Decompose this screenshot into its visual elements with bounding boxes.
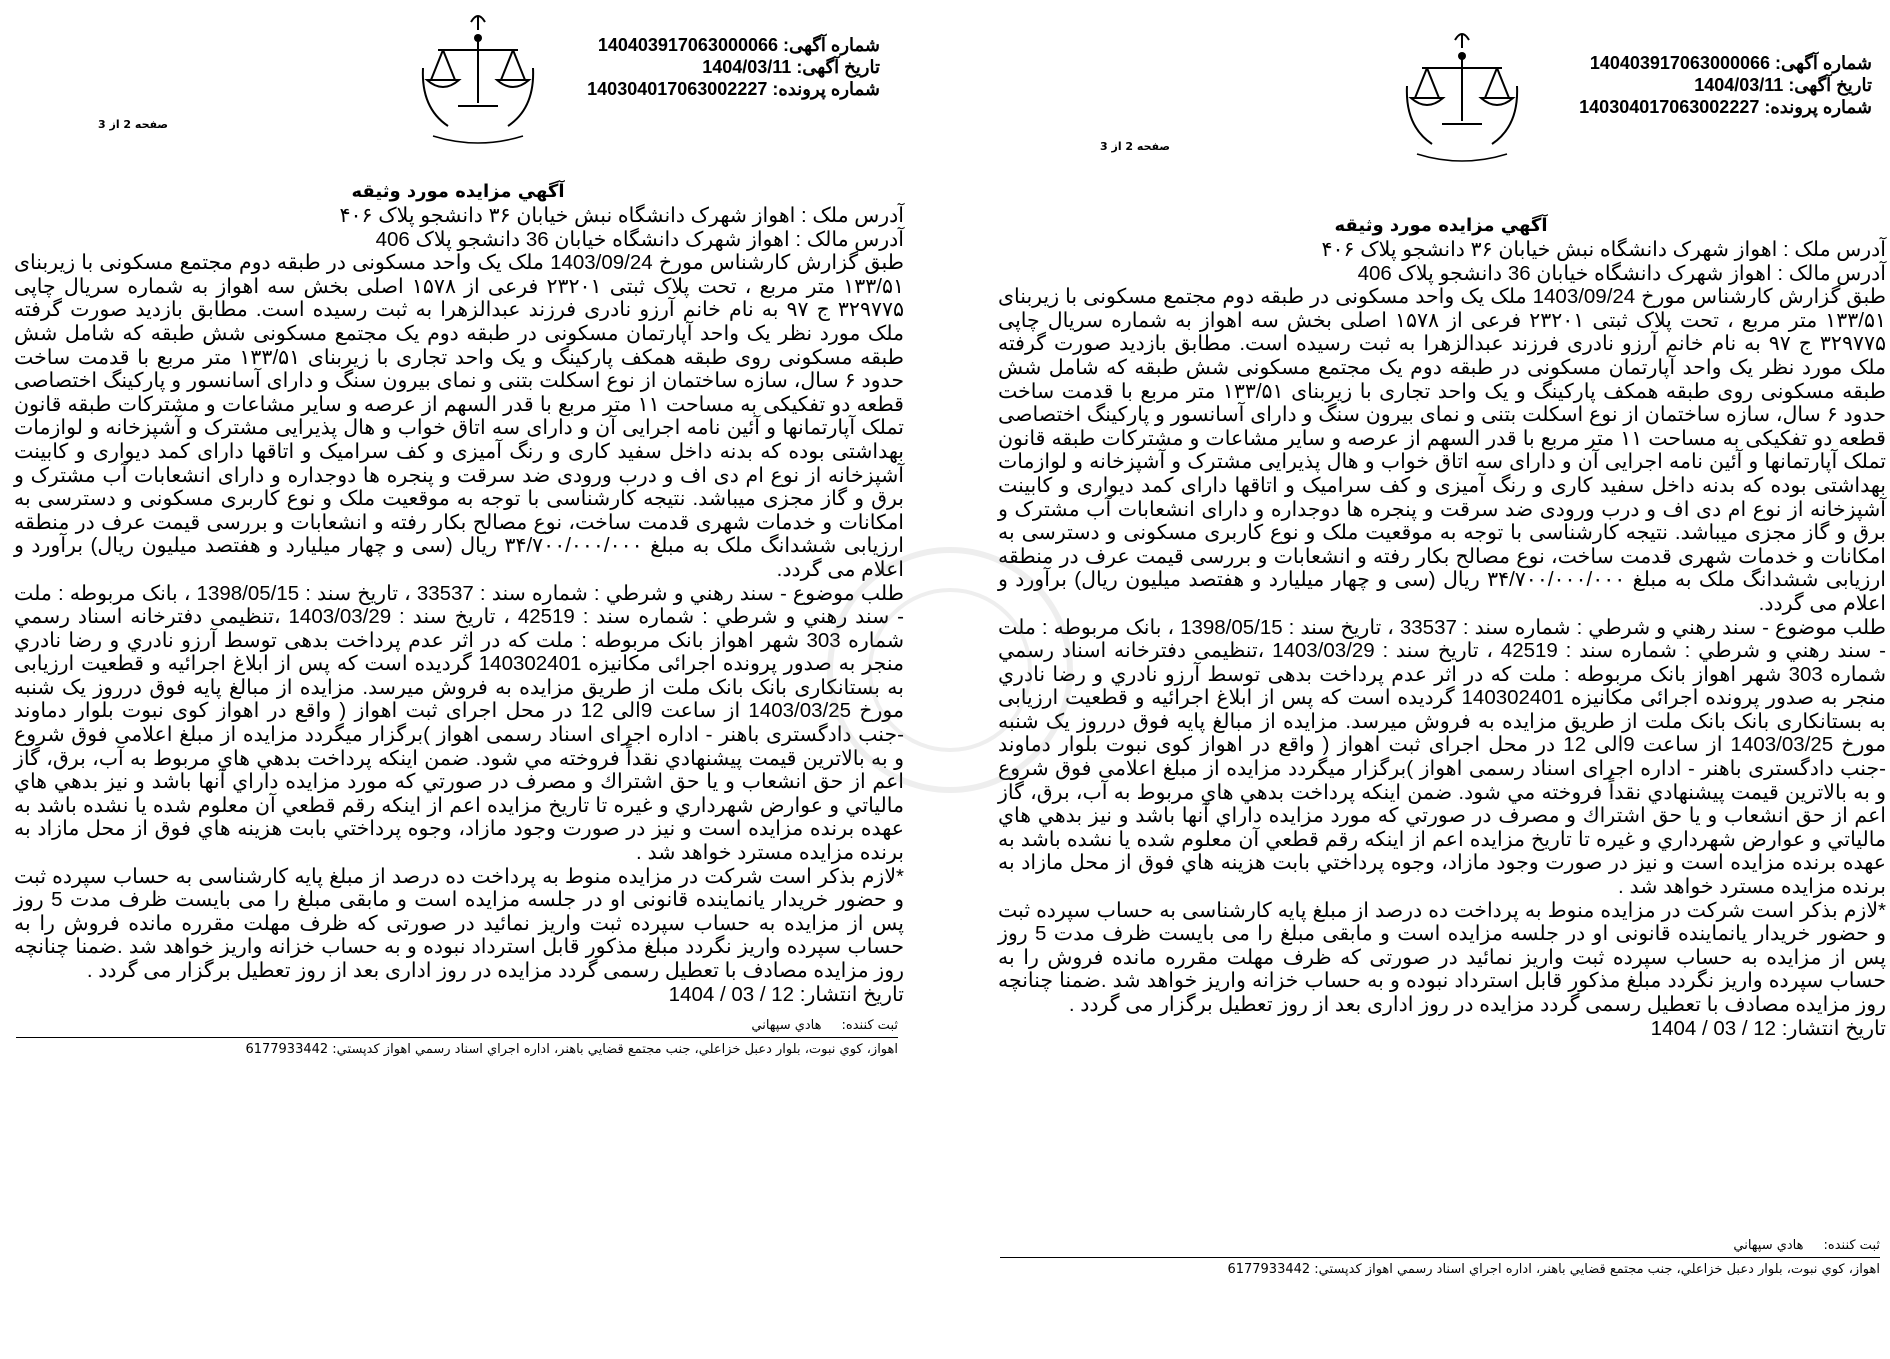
notice-number: 140403917063000066	[1589, 53, 1771, 73]
notice-title: آگهي مزايده مورد وثيقه	[1334, 215, 1548, 236]
owner-address: آدرس مالک : اهواز شهرک دانشگاه خیابان 36 دانشجو پلاک 406	[1357, 261, 1886, 285]
conditions-paragraph: *لازم بذکر است شرکت در مزایده منوط به پرداخت ده درصد از مبلغ پایه کارشناسی به حساب سپرده ثبت و حضور خریدار یانماینده قانونی او در جلسه مزایده است و مابقی مبلغ را می بایست ظرف مدت 5 روز پس از مزایده به حساب سپرده ثبت واریز نمائید در صورتی که ظرف مهلت مقرره مانده فروش را به حساب سپرده واریز نگردد مبلغ مذکور قابل استرداد نبوده و به حساب خزانه واریز خواهد شد .ضمنا چنانچه روز مزایده مصادف با تعطیل رسمی گردد مزایده در روز اداری بعد از روز تعطیل برگزار می گردد .	[14, 864, 904, 982]
notice-date-label: تاریخ آگهی:	[796, 57, 880, 77]
appraisal-paragraph: طبق گزارش کارشناس مورخ 1403/09/24 ملک یک واحد مسکونی در طبقه دوم مجتمع مسکونی با زیربنای ۱۳۳/۵۱ متر مربع ، تحت پلاک ثبتی ۲۳۲۰۱ فرعی از ۱۵۷۸ اصلی بخش سه اهواز به شماره سریال چاپی ۳۲۹۷۷۵ ج ۹۷ به نام خانم آرزو نادری فرزند عبدالزهرا به ثبت رسیده است. مطابق بازدید صورت گرفته ملک مورد نظر یک واحد آپارتمان مسکونی در طبقه دوم یک مجتمع مسکونی شش طبقه که شامل شش طبقه مسکونی روی طبقه همکف پارکینگ و یک واحد تجاری با زیربنای ۱۳۳/۵۱ متر مربع با قدمت ساخت حدود ۶ سال، سازه ساختمان از نوع اسکلت بتنی و نمای بیرون سنگ و دارای آسانسور و پارکینگ اختصاصی قطعه دو تفکیکی به مساحت ۱۱ متر مربع با قدر السهم از عرصه و سایر مشاعات و مشترکات طبقه قانون تملک آپارتمانها و آئین نامه اجرایی آن و دارای سه اتاق خواب و هال پذیرایی مشترک و آشپزخانه و لوازمات بهداشتی بوده که بدنه داخل سفید کاری و رنگ آمیزی و کف سرامیک و اتاقها دارای کمد دیواری و کابینت آشپزخانه از نوع ام دی اف و درب ورودی ضد سرقت و پنجره ها دوجداره و دارای انشعابات آب مشترک و برق و گاز مجزی میباشد. نتیجه کارشناسی با توجه به موقعیت ملک و نوع کاربری مسکونی و دسترسی به امکانات و خدمات شهری قدمت ساخت، نوع مصالح بکار رفته و انشعابات و بررسی قیمت عرف در منطقه ارزیابی ششدانگ ملک به مبلغ ۳۴/۷۰۰/۰۰۰/۰۰۰ ریال (سی و چهار میلیارد و هفتصد میلیون ریال) برآورد و اعلام می گردد.	[14, 251, 904, 581]
publish-date: تاریخ انتشار: 12 / 03 / 1404	[1650, 1016, 1886, 1040]
auction-paragraph: طلب موضوع - سند رهني و شرطي : شماره سند : 33537 ، تاریخ سند : 1398/05/15 ، بانک مربوطه : ملت - سند رهني و شرطي : شماره سند : 42519 ، تاريخ سند : 1403/03/29 ،تنظيمی دفترخانه اسناد رسمي شماره 303 شهر اهواز بانک مربوطه : ملت که در اثر عدم پرداخت بدهی توسط آرزو نادري و رضا نادري منجر به صدور پرونده اجرائی مکانیزه 140302401 گردیده است که پس از ابلاغ اجرائیه و قطعیت ارزیابی به بستانکاری بانک بانک ملت از طریق مزایده به فروش میرسد. مزایده از مبالغ پایه فوق درروز یک شنبه مورخ 1403/03/25 از ساعت 9الی 12 در محل اجرای ثبت اهواز ( واقع در اهواز کوی نبوت بلوار دماوند -جنب دادگستری باهنر - اداره اجرای اسناد رسمی اهواز )برگزار میگردد مزایده از مبلغ اعلامی فوق شروع و به بالاترین قیمت پیشنهادي نقداً فروخته مي شود. ضمن اینکه پرداخت بدهي هاي مربوط به آب، برق، گاز اعم از حق انشعاب و یا حق اشتراك و مصرف در صورتي که مورد مزایده داراي آنها باشد و نیز بدهي هاي مالیاتي و عوارض شهرداري و غیره تا تاریخ مزایده اعم از اینکه رقم قطعي آن معلوم شده یا نشده باشد به عهده برنده مزایده است و نیز در صورت وجود مازاد، وجوه پرداختي بابت هزینه هاي فوق از محل مازاد به برنده مزایده مسترد خواهد شد .	[998, 615, 1887, 899]
property-address: آدرس ملک : اهواز شهرک دانشگاه نبش خیابان ۳۶ دانشجو پلاک ۴۰۶	[1321, 238, 1886, 261]
file-number-label: شماره پرونده:	[772, 79, 880, 99]
registrar-name: هادي سپهاني	[1733, 1238, 1804, 1253]
notice-footer	[16, 1018, 898, 1057]
notice-copy-left	[8, 0, 908, 1359]
notice-meta	[587, 34, 880, 100]
notice-date-label: تاریخ آگهی:	[1788, 75, 1872, 95]
notice-date: 1404/03/11	[1694, 75, 1784, 95]
footer-divider	[1000, 1257, 1880, 1258]
file-number: 140304017063002227	[587, 79, 768, 99]
notice-number: 140403917063000066	[597, 35, 779, 55]
registrar	[1000, 1238, 1880, 1253]
appraisal-paragraph: طبق گزارش کارشناس مورخ 1403/09/24 ملک یک واحد مسکونی در طبقه دوم مجتمع مسکونی با زیربنای ۱۳۳/۵۱ متر مربع ، تحت پلاک ثبتی ۲۳۲۰۱ فرعی از ۱۵۷۸ اصلی بخش سه اهواز به شماره سریال چاپی ۳۲۹۷۷۵ ج ۹۷ به نام خانم آرزو نادری فرزند عبدالزهرا به ثبت رسیده است. مطابق بازدید صورت گرفته ملک مورد نظر یک واحد آپارتمان مسکونی در طبقه دوم یک مجتمع مسکونی شش طبقه که شامل شش طبقه مسکونی روی طبقه همکف پارکینگ و یک واحد تجاری با زیربنای ۱۳۳/۵۱ متر مربع با قدمت ساخت حدود ۶ سال، سازه ساختمان از نوع اسکلت بتنی و نمای بیرون سنگ و دارای آسانسور و پارکینگ اختصاصی قطعه دو تفکیکی به مساحت ۱۱ متر مربع با قدر السهم از عرصه و سایر مشاعات و مشترکات طبقه قانون تملک آپارتمانها و آئین نامه اجرایی آن و دارای سه اتاق خواب و هال پذیرایی مشترک و آشپزخانه و لوازمات بهداشتی بوده که بدنه داخل سفید کاری و رنگ آمیزی و کف سرامیک و اتاقها دارای کمد دیواری و کابینت آشپزخانه از نوع ام دی اف و درب ورودی ضد سرقت و پنجره ها دوجداره و دارای انشعابات آب مشترک و برق و گاز مجزی میباشد. نتیجه کارشناسی با توجه به موقعیت ملک و نوع کاربری مسکونی و دسترسی به امکانات و خدمات شهری قدمت ساخت، نوع مصالح بکار رفته و انشعابات و بررسی قیمت عرف در منطقه ارزیابی ششدانگ ملک به مبلغ ۳۴/۷۰۰/۰۰۰/۰۰۰ ریال (سی و چهار میلیارد و هفتصد میلیون ریال) برآورد و اعلام می گردد.	[998, 285, 1886, 615]
publish-date: تاریخ انتشار: 12 / 03 / 1404	[668, 982, 904, 1006]
footer-address: اهواز، كوي نبوت، بلوار دعبل خزاعلي، جنب مجتمع قضايي باهنر، اداره اجراي اسناد رسمي اهواز كدپستي: 6177933442	[245, 1042, 898, 1057]
notice-number-label: شماره آگهی:	[783, 35, 880, 55]
registrar-label: ثبت كننده:	[841, 1018, 898, 1033]
notice-number-label: شماره آگهی:	[1775, 53, 1872, 73]
notice-date: 1404/03/11	[702, 57, 792, 77]
footer-divider	[16, 1037, 898, 1038]
registrar-label: ثبت كننده:	[1823, 1238, 1880, 1253]
page-indicator: صفحه 2 از 3	[1100, 140, 1171, 153]
notice-header	[992, 0, 1890, 200]
registrar-name: هادي سپهاني	[751, 1018, 822, 1033]
file-number-label: شماره پرونده:	[1764, 97, 1872, 117]
registrar	[16, 1018, 898, 1033]
auction-paragraph: طلب موضوع - سند رهني و شرطي : شماره سند : 33537 ، تاریخ سند : 1398/05/15 ، بانک مربوطه : ملت - سند رهني و شرطي : شماره سند : 42519 ، تاريخ سند : 1403/03/29 ،تنظيمی دفترخانه اسناد رسمي شماره 303 شهر اهواز بانک مربوطه : ملت که در اثر عدم پرداخت بدهی توسط آرزو نادري و رضا نادري منجر به صدور پرونده اجرائی مکانیزه 140302401 گردیده است که پس از ابلاغ اجرائیه و قطعیت ارزیابی به بستانکاری بانک بانک ملت از طریق مزایده به فروش میرسد. مزایده از مبالغ پایه فوق درروز یک شنبه مورخ 1403/03/25 از ساعت 9الی 12 در محل اجرای ثبت اهواز ( واقع در اهواز کوی نبوت بلوار دماوند -جنب دادگستری باهنر - اداره اجرای اسناد رسمی اهواز )برگزار میگردد مزایده از مبلغ اعلامی فوق شروع و به بالاترین قیمت پیشنهادي نقداً فروخته مي شود. ضمن اینکه پرداخت بدهي هاي مربوط به آب، برق، گاز اعم از حق انشعاب و یا حق اشتراك و مصرف در صورتي که مورد مزایده داراي آنها باشد و نیز بدهي هاي مالیاتي و عوارض شهرداري و غیره تا تاریخ مزایده اعم از اینکه رقم قطعي آن معلوم شده یا نشده باشد به عهده برنده مزایده است و نیز در صورت وجود مازاد، وجوه پرداختي بابت هزینه هاي فوق از محل مازاد به برنده مزایده مسترد خواهد شد .	[14, 581, 904, 865]
file-number: 140304017063002227	[1579, 97, 1760, 117]
notice-body	[992, 238, 1890, 1040]
conditions-paragraph: *لازم بذکر است شرکت در مزایده منوط به پرداخت ده درصد از مبلغ پایه کارشناسی به حساب سپرده ثبت و حضور خریدار یانماینده قانونی او در جلسه مزایده است و مابقی مبلغ را می بایست ظرف مدت 5 روز پس از مزایده به حساب سپرده ثبت واریز نمائید در صورتی که ظرف مهلت مقرره مانده فروش را به حساب سپرده واریز نگردد مبلغ مذکور قابل استرداد نبوده و به حساب خزانه واریز خواهد شد .ضمنا چنانچه روز مزایده مصادف با تعطیل رسمی گردد مزایده در روز اداری بعد از روز تعطیل برگزار می گردد .	[998, 898, 1886, 1016]
judiciary-emblem-logo	[403, 8, 553, 148]
notice-copy-right	[992, 0, 1890, 1359]
notice-body	[8, 204, 908, 1006]
footer-address: اهواز، كوي نبوت، بلوار دعبل خزاعلي، جنب مجتمع قضايي باهنر، اداره اجراي اسناد رسمي اهواز كدپستي: 6177933442	[1227, 1262, 1880, 1277]
notice-footer	[1000, 1238, 1880, 1277]
notice-header	[8, 0, 908, 200]
property-address: آدرس ملک : اهواز شهرک دانشگاه نبش خیابان ۳۶ دانشجو پلاک ۴۰۶	[339, 204, 904, 227]
notice-title: آگهي مزايده مورد وثيقه	[351, 181, 565, 202]
notice-meta	[1579, 52, 1872, 118]
judiciary-emblem-logo	[1387, 26, 1537, 166]
owner-address: آدرس مالک : اهواز شهرک دانشگاه خیابان 36 دانشجو پلاک 406	[375, 227, 904, 251]
page-indicator: صفحه 2 از 3	[98, 118, 169, 131]
